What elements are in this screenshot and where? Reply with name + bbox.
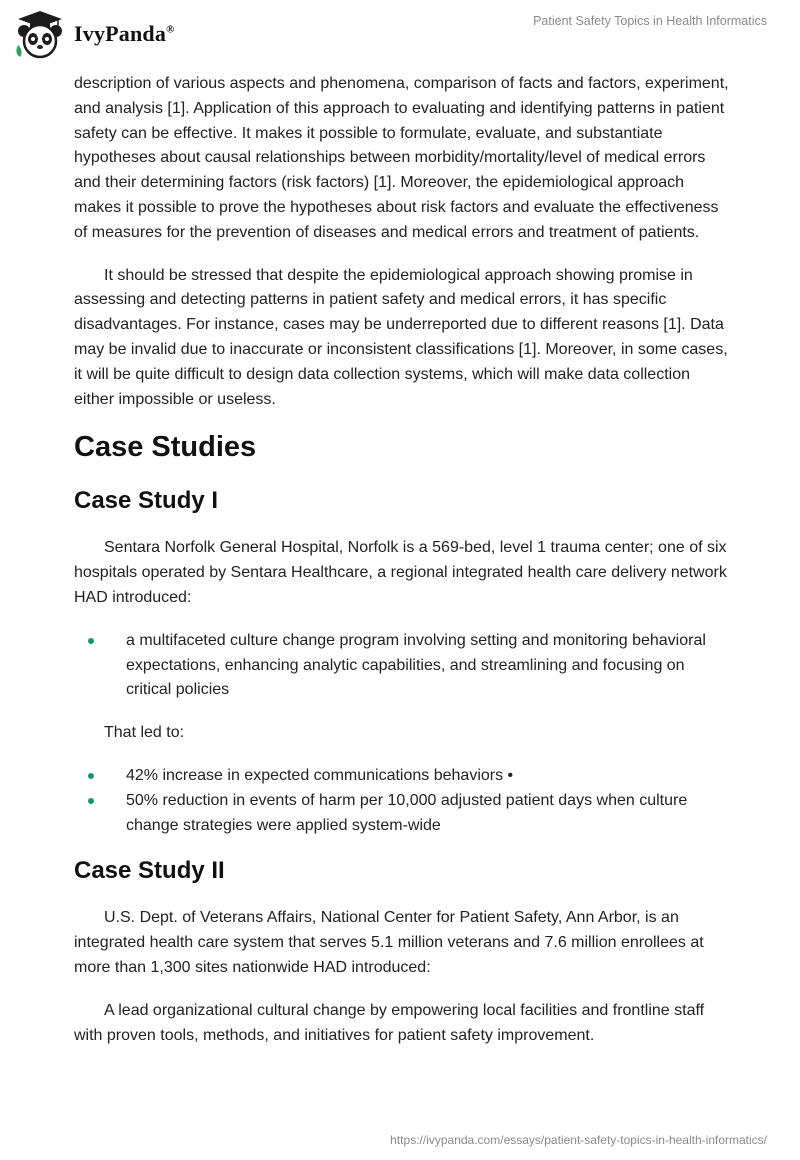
- case1-results-list: [74, 764, 734, 838]
- paragraph-disadvantages: It should be stressed that despite the epidemiological approach showing promise in assessing and detecting patterns in patient safety and medical errors, it has specific disadvantages. For instance, cases may be underreported due to different reasons [1]. Data may be invalid due to inaccurate or inconsistent classifications [1]. Moreover, in some cases, it will be quite difficult to design data collection systems, which will make data collection either impossible or useless.: [74, 266, 728, 408]
- case1-led-to: That led to:: [104, 724, 185, 742]
- bullet-icon: [88, 798, 94, 804]
- panda-logo-icon: [14, 9, 66, 59]
- document-title: Patient Safety Topics in Health Informatics: [533, 14, 767, 28]
- heading-case-study-2: Case Study II: [74, 857, 225, 885]
- article-body: [74, 72, 734, 1066]
- heading-case-studies: Case Studies: [74, 431, 257, 464]
- page-header: [0, 0, 800, 70]
- paragraph-epidemiological-approach: description of various aspects and phenomena, comparison of facts and factors, experiment, and analysis [1]. Application of this approach to evaluating and identifying patterns in patient safety can be effective. It makes it possible to formulate, evaluate, and substantiate hypotheses about causal relationships between morbidity/mortality/level of medical errors and their determining factors (risk factors) [1]. Moreover, the epidemiological approach makes it possible to prove the hypotheses about risk factors and evaluate the effectiveness of measures for the prevention of diseases and medical errors and treatment of patients.: [74, 75, 729, 241]
- case2-intro: U.S. Dept. of Veterans Affairs, National Center for Patient Safety, Ann Arbor, is an integrated health care system that serves 5.1 million veterans and 7.6 million enrollees at more than 1,300 sites nationwide HAD introduced:: [74, 909, 704, 976]
- case2-change: A lead organizational cultural change by empowering local facilities and frontline staff with proven tools, methods, and initiatives for patient safety improvement.: [74, 1001, 705, 1044]
- case1-introduced-list: [74, 629, 734, 703]
- heading-case-study-1: Case Study I: [74, 487, 219, 515]
- bullet-icon: [88, 638, 94, 644]
- bullet-icon: [88, 773, 94, 779]
- brand-logo[interactable]: [14, 8, 175, 60]
- list-item: 50% reduction in events of harm per 10,000 adjusted patient days when culture change strategies were applied system-wide: [74, 789, 734, 839]
- brand-name: IvyPanda®: [74, 21, 175, 46]
- case1-intro: Sentara Norfolk General Hospital, Norfolk is a 569-bed, level 1 trauma center; one of six hospitals operated by Sentara Healthcare, a regional integrated health care delivery network HAD introduced:: [74, 539, 727, 606]
- source-url-link[interactable]: https://ivypanda.com/essays/patient-safety-topics-in-health-informatics/: [390, 1133, 767, 1147]
- list-item: a multifaceted culture change program involving setting and monitoring behavioral expectations, enhancing analytic capabilities, and streamlining and focusing on critical policies: [74, 629, 734, 703]
- list-item: 42% increase in expected communications behaviors •: [74, 764, 734, 789]
